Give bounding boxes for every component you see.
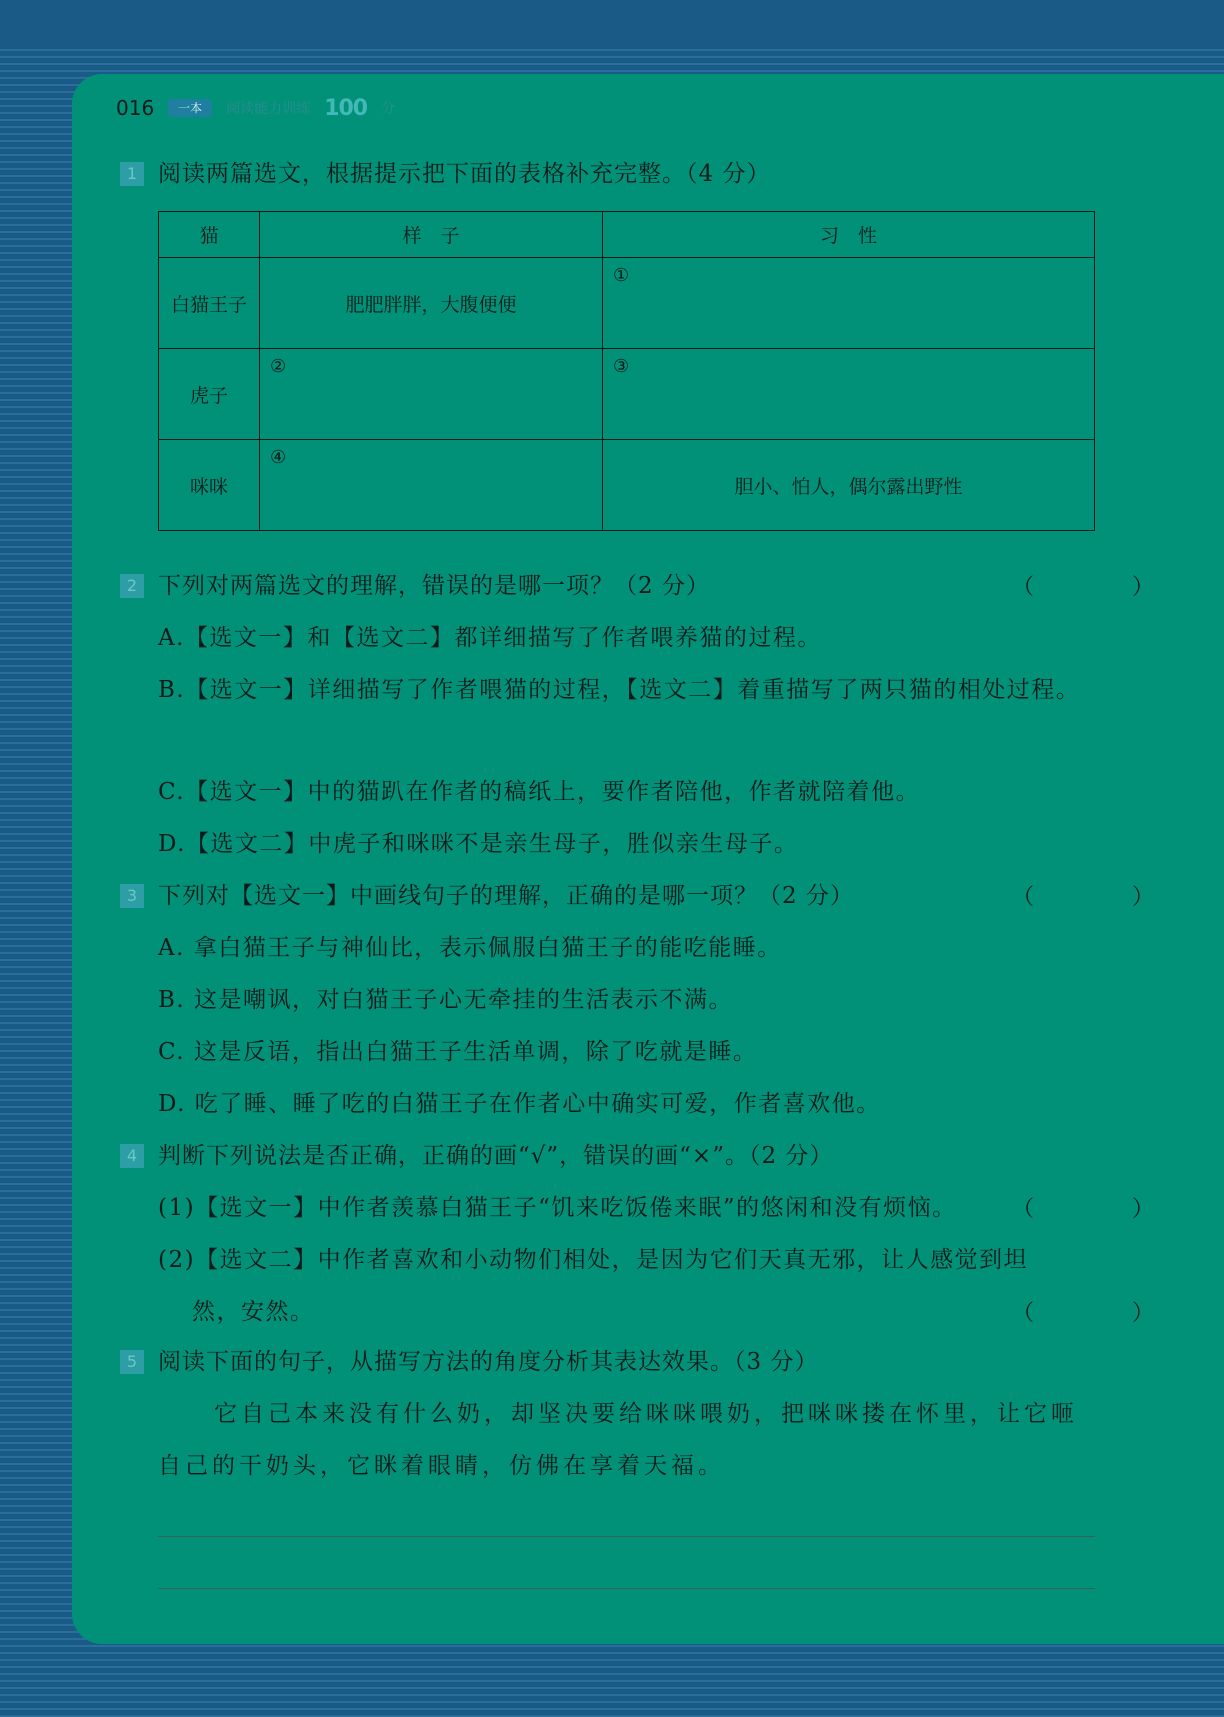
cell-habit-blank[interactable] [603,349,1095,440]
blank-marker: ② [270,356,287,377]
option-b: B. 这是嘲讽，对白猫王子心无牵挂的生活表示不满。 [158,987,734,1013]
answer-line[interactable] [158,1588,1095,1589]
answer-parentheses[interactable]: （ ） [1012,575,1193,600]
question-number-badge: 4 [120,1144,144,1168]
top-band [0,0,1224,48]
cell-look-blank[interactable] [260,440,603,531]
answer-line[interactable] [158,1536,1095,1537]
workbook-page [72,74,1224,1644]
table-row [159,440,1095,531]
question-number-badge: 5 [120,1350,144,1374]
cat-comparison-table [158,211,1095,531]
question-1 [120,158,770,190]
blank-marker: ① [613,265,630,286]
cell-cat: 白猫王子 [159,258,260,349]
question-text: 阅读下面的句子，从描写方法的角度分析其表达效果。（3 分） [158,1349,819,1375]
question-number-badge: 3 [120,884,144,908]
cell-cat: 咪咪 [159,440,260,531]
series-score: 100 [324,95,368,121]
column-header-habit: 习 性 [603,212,1095,258]
option-d: D. 吃了睡、睡了吃的白猫王子在作者心中确实可爱，作者喜欢他。 [158,1091,881,1117]
quoted-passage: 它自己本来没有什么奶，却坚决要给咪咪喂奶，把咪咪搂在怀里，让它咂自己的干奶头，它眯着眼睛，仿佛在享着天福。 [158,1401,1078,1479]
cell-habit-blank[interactable] [603,258,1095,349]
option-d: D.【选文二】中虎子和咪咪不是亲生母子，胜似亲生母子。 [158,831,799,857]
option-b: B.【选文一】详细描写了作者喂猫的过程，【选文二】着重描写了两只猫的相处过程。 [158,677,1081,703]
answer-parentheses[interactable]: （ ） [1012,1301,1193,1326]
question-number-badge: 1 [120,162,144,186]
answer-parentheses[interactable]: （ ） [1012,1197,1193,1222]
question-number-badge: 2 [120,574,144,598]
blank-marker: ④ [270,447,287,468]
question-3 [120,880,854,912]
option-a: A. 拿白猫王子与神仙比，表示佩服白猫王子的能吃能睡。 [158,935,782,961]
option-c: C. 这是反语，指出白猫王子生活单调，除了吃就是睡。 [158,1039,758,1065]
series-title: 阅读能力训练 [226,101,311,117]
table-row [159,258,1095,349]
table-header-row [159,212,1095,258]
column-header-cat: 猫 [159,212,260,258]
brand-logo: 一本 [168,99,212,117]
cell-cat: 虎子 [159,349,260,440]
question-text: 阅读两篇选文，根据提示把下面的表格补充完整。（4 分） [158,161,771,187]
judgement-item-1: (1)【选文一】中作者羡慕白猫王子“饥来吃饭倦来眠”的悠闲和没有烦恼。 [158,1195,957,1221]
question-5 [120,1346,818,1378]
question-text: 判断下列说法是否正确，正确的画“√”，错误的画“×”。（2 分） [158,1143,834,1169]
page-number: 016 [116,96,155,120]
question-4 [120,1140,833,1172]
option-a: A.【选文一】和【选文二】都详细描写了作者喂养猫的过程。 [158,625,822,651]
blank-marker: ③ [613,356,630,377]
answer-parentheses[interactable]: （ ） [1012,885,1193,910]
cell-look-blank[interactable] [260,349,603,440]
cell-look: 肥肥胖胖，大腹便便 [260,258,603,349]
judgement-item-2: (2)【选文二】中作者喜欢和小动物们相处，是因为它们天真无邪，让人感觉到坦然，安然。 [158,1247,1029,1325]
cell-habit: 胆小、怕人，偶尔露出野性 [603,440,1095,531]
question-text: 下列对两篇选文的理解，错误的是哪一项？（2 分） [158,573,710,599]
series-unit: 分 [381,101,396,117]
question-2 [120,570,710,602]
question-text: 下列对【选文一】中画线句子的理解，正确的是哪一项？（2 分） [158,883,854,909]
table-row [159,349,1095,440]
column-header-look: 样 子 [260,212,603,258]
page-header [116,94,395,122]
option-c: C.【选文一】中的猫趴在作者的稿纸上，要作者陪他，作者就陪着他。 [158,779,921,805]
